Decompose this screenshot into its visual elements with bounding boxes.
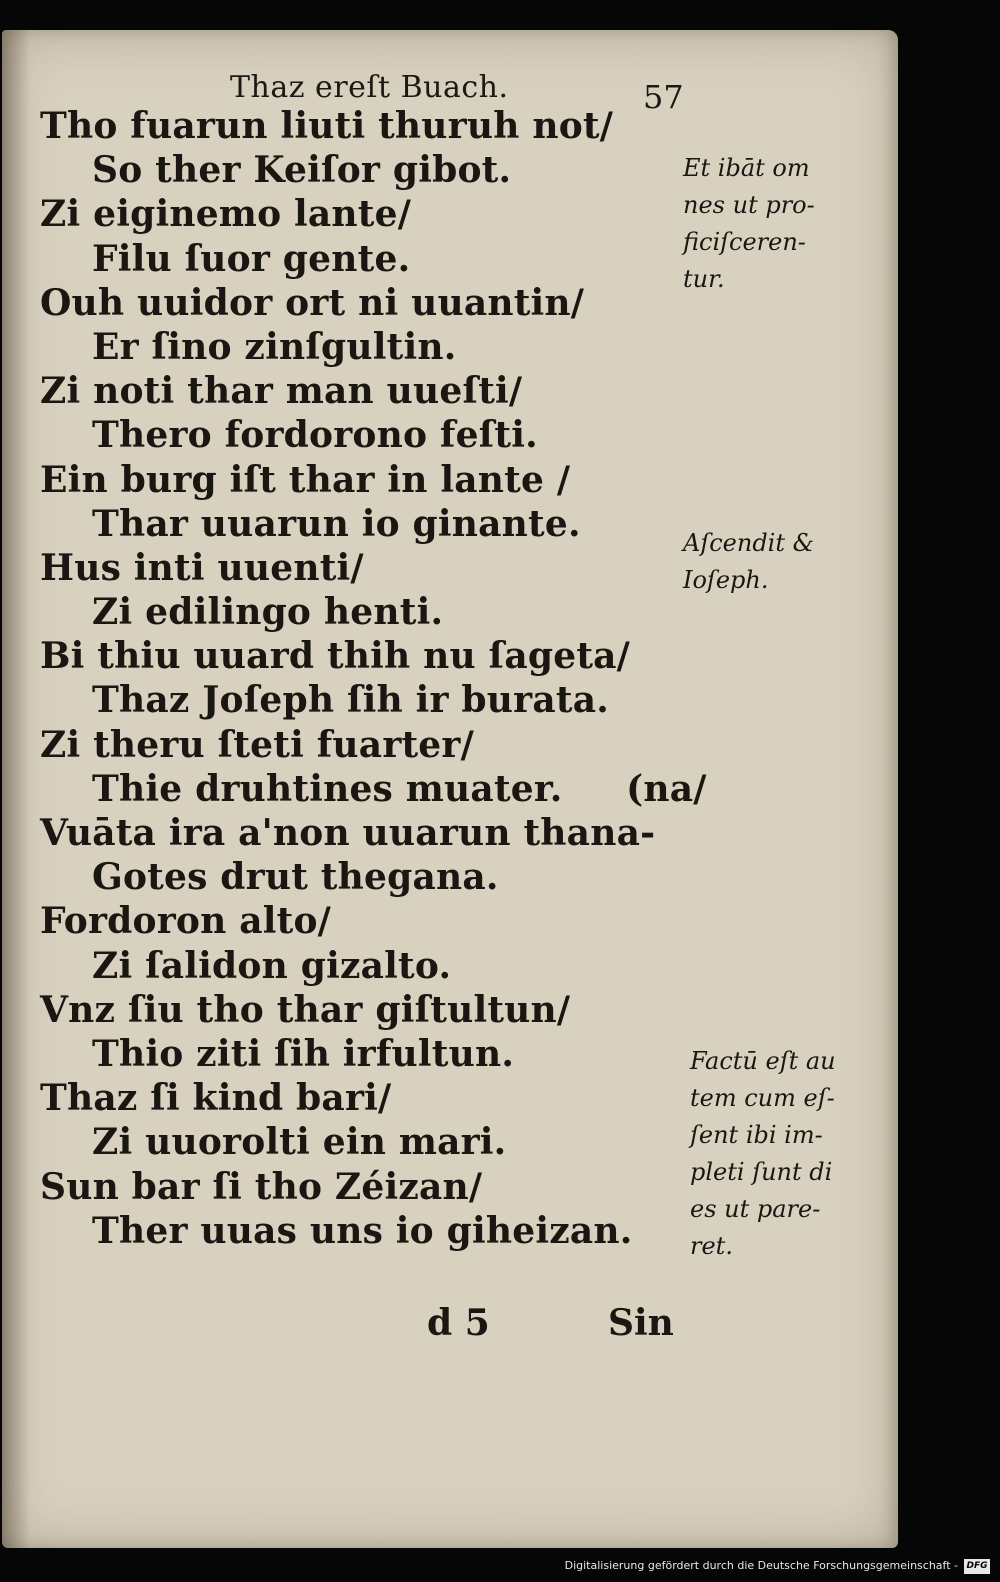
verse-line: Hus inti uuenti/ [40,546,364,589]
verse-line: Tho fuarun liuti thuruh not/ [40,105,614,147]
marginal-gloss: Factū eſt au tem cum eſ- ſent ibi im- pleti ſunt di es ut pare- ret. [690,1047,836,1260]
marginal-gloss: Et ibāt om nes ut pro- ficiſceren- tur. [683,154,815,293]
verse-line: Zi uuorolti ein mari. [92,1121,507,1164]
verse-line: Er ſino zinſgultin. [92,325,457,368]
verse-line: Thero fordorono feſti. [92,414,538,457]
verse-line: Thaz ſi kind bari/ [40,1077,392,1120]
verse-line: Ein burg iſt thar in lante / [40,458,571,501]
verse-line: Thie druhtines muater. (na/ [92,767,707,810]
page-binding-shadow [2,30,30,1548]
signature-mark: d 5 [427,1302,490,1344]
page-number: 57 [643,78,684,116]
verse-line: Thar uuarun io ginante. [92,502,581,545]
verse-line: Ther uuas uns io giheizan. [92,1209,633,1252]
verse-line: Vuāta ira a'non uuarun thana- [40,812,656,854]
verse-line: Zi theru ſteti fuarter/ [40,723,474,766]
running-head: Thaz ereſt Buach. [230,70,509,105]
verse-line: Gotes drut thegana. [92,856,499,899]
funding-credit: Digitalisierung gefördert durch die Deutsche Forschungsgemeinschaft - [564,1559,958,1572]
verse-line: Zi noti thar man uueſti/ [40,370,523,413]
catchword: Sin [608,1302,674,1344]
verse-line: Zi ſalidon gizalto. [92,944,452,987]
marginal-gloss: Aſcendit & Ioſeph. [683,529,814,594]
verse-line: Thio ziti ſih irfultun. [92,1032,515,1075]
verse-line: Vnz ſiu tho thar giſtultun/ [40,988,571,1031]
verse-line: Zi edilingo henti. [92,591,444,634]
verse-line: Filu ſuor gente. [92,237,411,280]
verse-line: Fordoron alto/ [40,900,332,943]
verse-line: Bi thiu uuard thih nu ſageta/ [40,635,631,678]
verse-line: Sun bar ſi tho Zéizan/ [40,1165,483,1208]
verse-line: Ouh uuidor ort ni uuantin/ [40,281,585,324]
verse-line: So ther Keiſor gibot. [92,149,512,192]
dfg-logo: DFG [964,1559,990,1574]
verse-line: Zi eiginemo lante/ [40,193,412,236]
verse-text [40,104,707,1253]
verse-line: Thaz Joſeph ſih ir burata. [92,679,609,722]
